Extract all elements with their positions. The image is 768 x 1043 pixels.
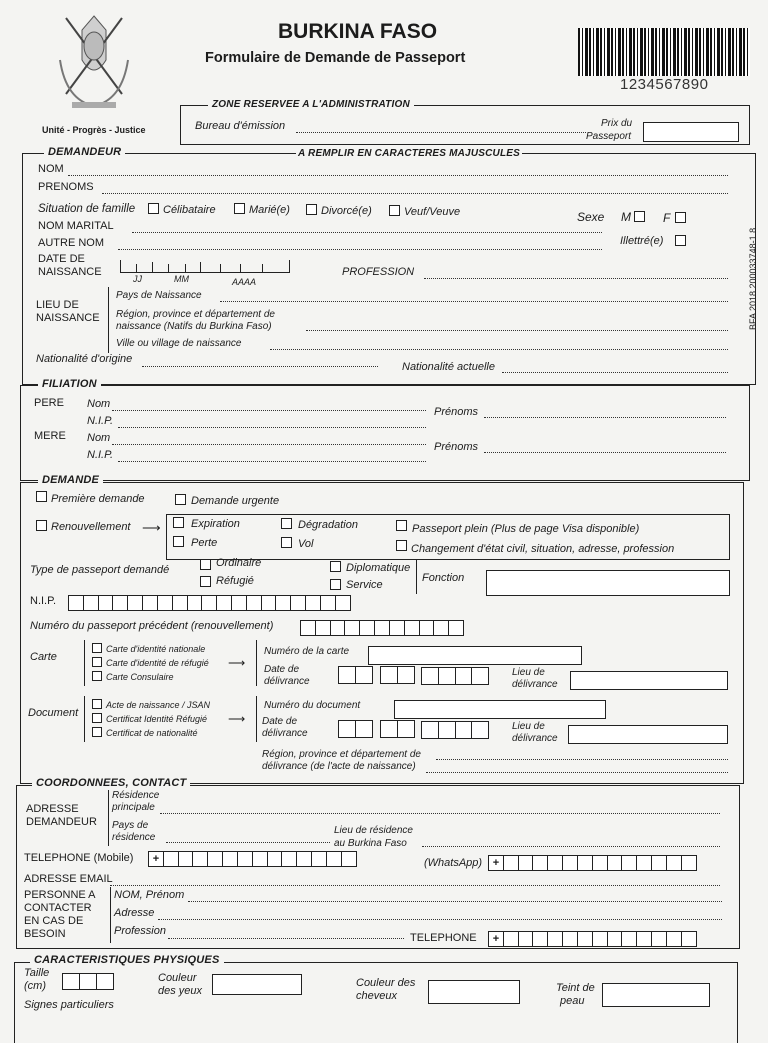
yeux-input[interactable] <box>212 974 302 995</box>
residence-label-2: principale <box>112 802 155 813</box>
adresse-bracket <box>108 790 109 846</box>
mere-nom-line[interactable] <box>112 444 426 445</box>
carte-ref-checkbox[interactable] <box>92 657 102 667</box>
signes-label: Signes particuliers <box>24 999 114 1011</box>
cert-ref-checkbox[interactable] <box>92 713 102 723</box>
carte-date-aaaa[interactable] <box>421 667 488 685</box>
personne-adresse-line[interactable] <box>158 919 722 920</box>
carte-lieu-label-1: Lieu de <box>512 667 545 678</box>
lieu-residence-label-2: au Burkina Faso <box>334 838 407 849</box>
personne-telephone-label: TELEPHONE <box>410 932 477 944</box>
nat-actuelle-line[interactable] <box>502 372 728 373</box>
celibataire-checkbox[interactable] <box>148 203 159 214</box>
aaaa-label: AAAA <box>232 277 257 287</box>
carte-ref-label: Carte d'identité de réfugié <box>106 658 209 668</box>
doc-date-label-1: Date de <box>262 716 298 727</box>
demande-title: DEMANDE <box>38 474 103 486</box>
degradation-label: Dégradation <box>298 519 358 531</box>
yeux-label-2: des yeux <box>158 985 203 997</box>
premiere-demande-label: Première demande <box>51 493 145 505</box>
lieu-residence-line[interactable] <box>422 846 720 847</box>
doc-region-label-1: Région, province et département de <box>262 749 421 760</box>
mere-prenoms-line[interactable] <box>484 452 726 453</box>
filiation-title: FILIATION <box>38 378 101 390</box>
personne-telephone-cells[interactable]: + <box>488 931 695 947</box>
type-passeport-label: Type de passeport demandé <box>30 564 170 576</box>
profession-line[interactable] <box>424 278 728 279</box>
carte-arrow-icon: ⟶ <box>228 656 246 670</box>
num-doc-input[interactable] <box>394 700 606 719</box>
barcode-number: 1234567890 <box>620 76 709 93</box>
carte-date-mm[interactable] <box>380 666 414 684</box>
marie-label: Marié(e) <box>249 204 290 216</box>
form-title: Formulaire de Demande de Passeport <box>205 50 466 66</box>
adresse-label-2: DEMANDEUR <box>26 816 97 828</box>
num-precedent-cells[interactable] <box>300 620 463 636</box>
ordinaire-checkbox[interactable] <box>200 559 211 570</box>
num-carte-label: Numéro de la carte <box>264 646 350 657</box>
document-right-bracket <box>256 696 257 742</box>
tel-mobile-cells[interactable]: + <box>148 851 355 867</box>
whatsapp-cells[interactable]: + <box>488 855 695 871</box>
marie-checkbox[interactable] <box>234 203 245 214</box>
veuf-checkbox[interactable] <box>389 205 400 216</box>
prix-input[interactable] <box>643 122 739 142</box>
carte-lieu-input[interactable] <box>570 671 728 690</box>
carte-cons-label: Carte Consulaire <box>106 672 174 682</box>
nip-cells[interactable] <box>68 595 349 611</box>
autre-nom-line[interactable] <box>118 249 602 250</box>
premiere-demande-checkbox[interactable] <box>36 491 47 502</box>
cert-nat-checkbox[interactable] <box>92 727 102 737</box>
demande-urgente-checkbox[interactable] <box>175 494 186 505</box>
diplomatique-label: Diplomatique <box>346 562 411 574</box>
residence-label-1: Résidence <box>112 790 160 801</box>
tick-7 <box>240 264 241 272</box>
illettre-label: Illettré(e) <box>620 235 664 247</box>
perte-checkbox[interactable] <box>173 536 184 547</box>
doc-region-label-2: délivrance (de l'acte de naissance) <box>262 761 416 772</box>
num-doc-label: Numéro du document <box>264 700 361 711</box>
coat-of-arms-emblem <box>46 10 142 118</box>
acte-label: Acte de naissance / JSAN <box>106 700 211 710</box>
cheveux-input[interactable] <box>428 980 520 1004</box>
bureau-label: Bureau d'émission <box>195 120 286 132</box>
tick-1 <box>136 264 137 272</box>
mere-prenoms-label: Prénoms <box>434 441 479 453</box>
num-carte-input[interactable] <box>368 646 582 665</box>
personne-adresse-label: Adresse <box>114 907 155 919</box>
mm-label: MM <box>174 274 189 284</box>
doc-date-label-2: délivrance <box>262 728 308 739</box>
tick-3 <box>168 264 169 272</box>
carte-cons-checkbox[interactable] <box>92 671 102 681</box>
vol-checkbox[interactable] <box>281 537 292 548</box>
degradation-checkbox[interactable] <box>281 518 292 529</box>
sexe-f-checkbox[interactable] <box>675 212 686 223</box>
whatsapp-label: (WhatsApp) <box>424 857 483 869</box>
document-bracket <box>84 696 85 742</box>
changement-label: Changement d'état civil, situation, adresse, profession <box>411 543 675 555</box>
doc-date-mm[interactable] <box>380 720 414 738</box>
doc-date-aaaa[interactable] <box>421 721 488 739</box>
tel-mobile-label: TELEPHONE (Mobile) <box>24 852 134 864</box>
personne-label-3: EN CAS DE <box>24 915 84 927</box>
doc-region-line-2[interactable] <box>426 772 728 773</box>
document-arrow-icon: ⟶ <box>228 712 246 726</box>
mere-nip-line[interactable] <box>118 461 426 462</box>
region-label-2: naissance (Natifs du Burkina Faso) <box>116 321 272 332</box>
region-label-1: Région, province et département de <box>116 309 275 320</box>
service-checkbox[interactable] <box>330 579 341 590</box>
date-naissance-label-1: DATE DE <box>38 253 85 265</box>
situation-label: Situation de famille <box>38 203 136 215</box>
personne-profession-line[interactable] <box>168 938 404 939</box>
passeport-plein-checkbox[interactable] <box>396 520 407 531</box>
pere-nip-label: N.I.P. <box>87 415 114 427</box>
admin-zone-title: ZONE RESERVEE A L'ADMINISTRATION <box>208 99 414 110</box>
barcode <box>578 28 750 76</box>
vol-label: Vol <box>298 538 314 550</box>
bureau-line[interactable] <box>296 132 586 133</box>
carte-label: Carte <box>30 651 57 663</box>
tick-4 <box>185 264 186 272</box>
mere-label: MERE <box>34 430 66 442</box>
side-code: BFA 2018 200033748-1.8 <box>748 227 758 330</box>
nat-origine-label: Nationalité d'origine <box>36 353 133 365</box>
mere-nip-label: N.I.P. <box>87 449 114 461</box>
illettre-checkbox[interactable] <box>675 235 686 246</box>
prix-label-2: Passeport <box>586 131 632 142</box>
pere-nip-line[interactable] <box>118 427 426 428</box>
document-label: Document <box>28 707 79 719</box>
pere-prenoms-label: Prénoms <box>434 406 479 418</box>
sexe-label: Sexe <box>577 210 605 224</box>
renouvellement-checkbox[interactable] <box>36 520 47 531</box>
doc-date-jj[interactable] <box>338 720 372 738</box>
tick-5 <box>200 262 201 272</box>
prenoms-label: PRENOMS <box>38 181 94 193</box>
lieu-naissance-label-2: NAISSANCE <box>36 312 100 324</box>
personne-label-2: CONTACTER <box>24 902 92 914</box>
carte-date-jj[interactable] <box>338 666 372 684</box>
nom-line[interactable] <box>68 175 728 176</box>
personne-label-4: BESOIN <box>24 928 66 940</box>
service-label: Service <box>346 579 383 591</box>
changement-checkbox[interactable] <box>396 540 407 551</box>
personne-label-1: PERSONNE A <box>24 889 96 901</box>
nom-prenom-label: NOM, Prénom <box>114 889 185 901</box>
doc-lieu-label-2: délivrance <box>512 733 558 744</box>
sexe-m-label: M <box>621 210 631 224</box>
perte-label: Perte <box>191 537 218 549</box>
filiation-section <box>20 385 750 481</box>
refugie-label: Réfugié <box>216 575 254 587</box>
pays-naissance-line[interactable] <box>220 301 728 302</box>
prenoms-line[interactable] <box>102 193 728 194</box>
renouvellement-label: Renouvellement <box>51 521 131 533</box>
pays-naissance-label: Pays de Naissance <box>116 290 202 301</box>
physique-title: CARACTERISTIQUES PHYSIQUES <box>30 954 224 966</box>
refugie-checkbox[interactable] <box>200 576 211 587</box>
pere-prenoms-line[interactable] <box>484 417 726 418</box>
pere-nom-label: Nom <box>87 398 111 410</box>
personne-bracket <box>110 887 111 943</box>
prix-label-1: Prix du <box>601 118 633 129</box>
nat-actuelle-label: Nationalité actuelle <box>402 361 495 373</box>
tick-8 <box>262 264 263 272</box>
num-precedent-label: Numéro du passeport précédent (renouvellement) <box>30 620 274 632</box>
residence-line[interactable] <box>160 813 720 814</box>
passeport-plein-label: Passeport plein (Plus de page Visa disponible) <box>412 523 640 535</box>
celibataire-label: Célibataire <box>163 204 216 216</box>
contact-title: COORDONNEES, CONTACT <box>32 777 190 789</box>
email-label: ADRESSE EMAIL <box>24 873 113 885</box>
teint-label-1: Teint de <box>556 982 595 994</box>
ordinaire-label: Ordinaire <box>216 557 262 569</box>
nom-marital-label: NOM MARITAL <box>38 220 114 232</box>
taille-label-1: Taille <box>24 967 50 979</box>
carte-date-label-2: délivrance <box>264 676 310 687</box>
carte-nat-label: Carte d'identité nationale <box>106 644 206 654</box>
expiration-checkbox[interactable] <box>173 517 184 528</box>
lieu-naissance-label-1: LIEU DE <box>36 299 79 311</box>
autre-nom-label: AUTRE NOM <box>38 237 104 249</box>
diplomatique-checkbox[interactable] <box>330 561 341 572</box>
nom-marital-line[interactable] <box>132 232 602 233</box>
teint-label-2: peau <box>560 995 585 1007</box>
tick-2 <box>152 262 153 272</box>
carte-nat-checkbox[interactable] <box>92 643 102 653</box>
doc-lieu-label-1: Lieu de <box>512 721 545 732</box>
pays-residence-label-1: Pays de <box>112 820 149 831</box>
taille-cells[interactable] <box>62 973 112 990</box>
pere-nom-line[interactable] <box>112 410 426 411</box>
personne-profession-label: Profession <box>114 925 166 937</box>
teint-input[interactable] <box>602 983 710 1007</box>
date-naissance-label-2: NAISSANCE <box>38 266 102 278</box>
country-title: BURKINA FASO <box>278 20 438 43</box>
ville-label: Ville ou village de naissance <box>116 338 242 349</box>
sexe-m-checkbox[interactable] <box>634 211 645 222</box>
carte-lieu-label-2: délivrance <box>512 679 558 690</box>
cert-nat-label: Certificat de nationalité <box>106 728 198 738</box>
carte-date-label-1: Date de <box>264 664 300 675</box>
tick-6 <box>220 264 221 272</box>
demandeur-title: DEMANDEUR <box>44 146 125 158</box>
yeux-label-1: Couleur <box>158 972 197 984</box>
sexe-f-label: F <box>663 211 671 225</box>
pays-residence-line[interactable] <box>166 842 330 843</box>
nat-origine-line[interactable] <box>142 366 378 367</box>
uppercase-note: A REMPLIR EN CARACTERES MAJUSCULES <box>298 148 521 159</box>
nom-label: NOM <box>38 163 64 175</box>
lieu-residence-label-1: Lieu de résidence <box>334 825 413 836</box>
region-line[interactable] <box>306 330 728 331</box>
carte-right-bracket <box>256 640 257 686</box>
nom-prenom-line[interactable] <box>188 901 722 902</box>
fonction-label: Fonction <box>422 572 465 584</box>
doc-lieu-input[interactable] <box>568 725 728 744</box>
lieu-bracket <box>108 287 109 353</box>
jj-label: JJ <box>133 274 142 284</box>
veuf-label: Veuf/Veuve <box>404 206 461 218</box>
demande-urgente-label: Demande urgente <box>191 495 280 507</box>
fonction-bracket <box>416 560 417 594</box>
motto: Unité - Progrès - Justice <box>42 125 146 135</box>
fonction-input[interactable] <box>486 570 730 596</box>
doc-region-line-1[interactable] <box>436 759 728 760</box>
taille-label-2: (cm) <box>24 980 46 992</box>
cert-ref-label: Certificat Identité Réfugié <box>106 714 208 724</box>
profession-label: PROFESSION <box>342 266 415 278</box>
ville-line[interactable] <box>270 349 728 350</box>
acte-checkbox[interactable] <box>92 699 102 709</box>
email-line[interactable] <box>110 885 720 886</box>
mere-nom-label: Nom <box>87 432 111 444</box>
pere-label: PERE <box>34 397 64 409</box>
adresse-label-1: ADRESSE <box>26 803 79 815</box>
pays-residence-label-2: résidence <box>112 832 156 843</box>
carte-bracket <box>84 640 85 686</box>
divorce-checkbox[interactable] <box>306 204 317 215</box>
cheveux-label-2: cheveux <box>356 990 397 1002</box>
arrow-icon: ⟶ <box>142 520 161 535</box>
divorce-label: Divorcé(e) <box>321 205 372 217</box>
expiration-label: Expiration <box>191 518 240 530</box>
nip-label: N.I.P. <box>30 595 57 607</box>
date-naissance-ticks[interactable] <box>120 260 290 273</box>
cheveux-label-1: Couleur des <box>356 977 416 989</box>
